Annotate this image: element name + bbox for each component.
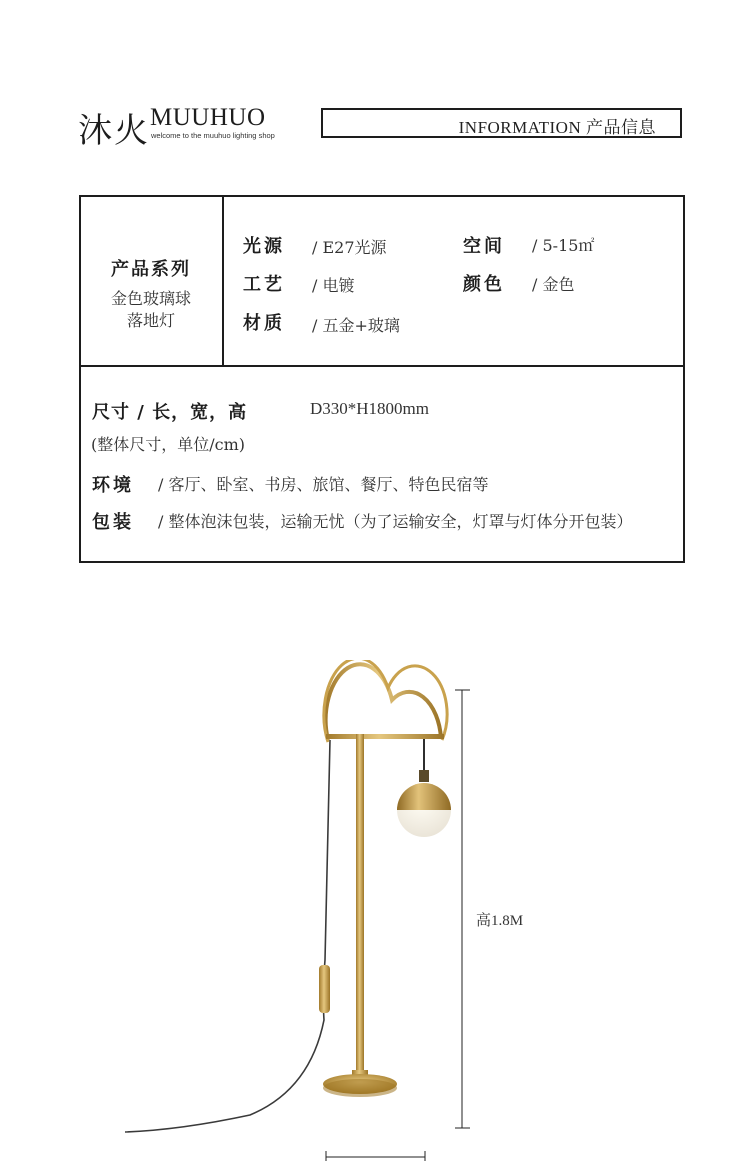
spec-value-craft: / 电镀 [312, 276, 355, 295]
spec-size-note: (整体尺寸，单位/cm) [91, 435, 246, 454]
gold-shade [397, 783, 451, 810]
power-cord [125, 740, 330, 1132]
spec-label-space: 空间 [463, 236, 505, 257]
spec-table-divider-vertical [222, 195, 224, 366]
spec-label-color: 颜色 [463, 274, 505, 295]
spec-value-environment: / 客厅、卧室、书房、旅馆、餐厅、特色民宿等 [158, 475, 489, 494]
spec-value-packaging: / 整体泡沫包装，运输无忧（为了运输安全，灯罩与灯体分开包装） [158, 512, 633, 531]
spec-value-light-source: / E27光源 [312, 238, 387, 257]
inline-switch [319, 965, 330, 1013]
floor-lamp-illustration [0, 660, 750, 1161]
product-series-name-line1: 金色玻璃球 [110, 289, 191, 308]
spec-label-light-source: 光源 [243, 236, 285, 257]
height-label: 高1.8M [476, 913, 524, 929]
spec-label-environment: 环境 [92, 475, 134, 496]
information-label: INFORMATION 产品信息 [458, 118, 656, 137]
spec-label-size: 尺寸 / 长，宽，高 [92, 402, 248, 423]
lamp-crossbar [326, 734, 444, 739]
brand-logo-en: MUUHUO [150, 104, 266, 131]
spec-value-size: D330*H1800mm [310, 399, 429, 418]
product-series-title: 产品系列 [111, 259, 191, 280]
product-series-name [80, 288, 222, 332]
spec-value-space: / 5-15㎡ [532, 236, 595, 255]
spec-label-packaging: 包装 [92, 512, 134, 533]
spec-label-craft: 工艺 [243, 274, 285, 295]
spec-value-material: / 五金+玻璃 [312, 316, 400, 335]
lamp-pole [356, 734, 364, 1074]
spec-table-divider-horizontal [79, 365, 685, 367]
spec-label-material: 材质 [243, 313, 285, 334]
brand-tagline: welcome to the muuhuo lighting shop [151, 131, 275, 140]
brand-logo-cn: 沐火 [78, 111, 150, 151]
information-header-box [321, 108, 682, 138]
spec-value-color: / 金色 [532, 275, 575, 294]
product-series-name-line2: 落地灯 [126, 311, 175, 330]
